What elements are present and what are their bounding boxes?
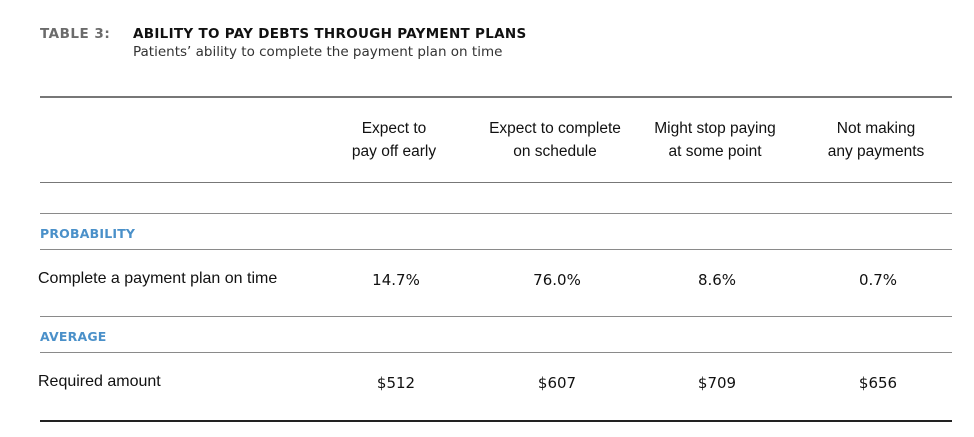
- table-cell: $656: [858, 374, 898, 392]
- table-subtitle: Patients’ ability to complete the payment plan on time: [133, 44, 503, 60]
- section-divider: [40, 352, 952, 353]
- column-header-not-making-payments: [796, 117, 956, 163]
- column-header-pay-off-early: [314, 117, 474, 163]
- column-header-line: Might stop paying: [654, 120, 776, 137]
- table-title: ABILITY TO PAY DEBTS THROUGH PAYMENT PLANS: [133, 26, 527, 42]
- table-number-label: TABLE 3:: [40, 26, 111, 42]
- column-header-might-stop: [635, 117, 795, 163]
- table-top-rule: [40, 96, 952, 98]
- table-cell: $709: [697, 374, 737, 392]
- column-header-line: Expect to: [361, 120, 427, 137]
- table-cell: $512: [376, 374, 416, 392]
- column-header-on-schedule: [475, 117, 635, 163]
- table-cell: 76.0%: [533, 271, 581, 289]
- section-divider: [40, 249, 952, 250]
- column-header-line: any payments: [827, 143, 925, 160]
- table-cell: 14.7%: [372, 271, 420, 289]
- section-label-average: AVERAGE: [40, 329, 107, 344]
- column-header-line: pay off early: [351, 143, 437, 160]
- table-cell: 8.6%: [697, 271, 737, 289]
- table-cell: 0.7%: [858, 271, 898, 289]
- column-header-line: Expect to complete: [489, 120, 621, 137]
- section-divider: [40, 213, 952, 214]
- table-cell: $607: [537, 374, 577, 392]
- column-header-rule: [40, 182, 952, 183]
- row-label-required-amount: Required amount: [38, 373, 161, 390]
- table-bottom-rule: [40, 420, 952, 422]
- section-divider: [40, 316, 952, 317]
- column-header-line: Not making: [836, 120, 916, 137]
- section-label-probability: PROBABILITY: [40, 226, 136, 241]
- row-label-complete-on-time: Complete a payment plan on time: [38, 270, 278, 287]
- column-header-line: at some point: [668, 143, 762, 160]
- column-header-line: on schedule: [513, 143, 597, 160]
